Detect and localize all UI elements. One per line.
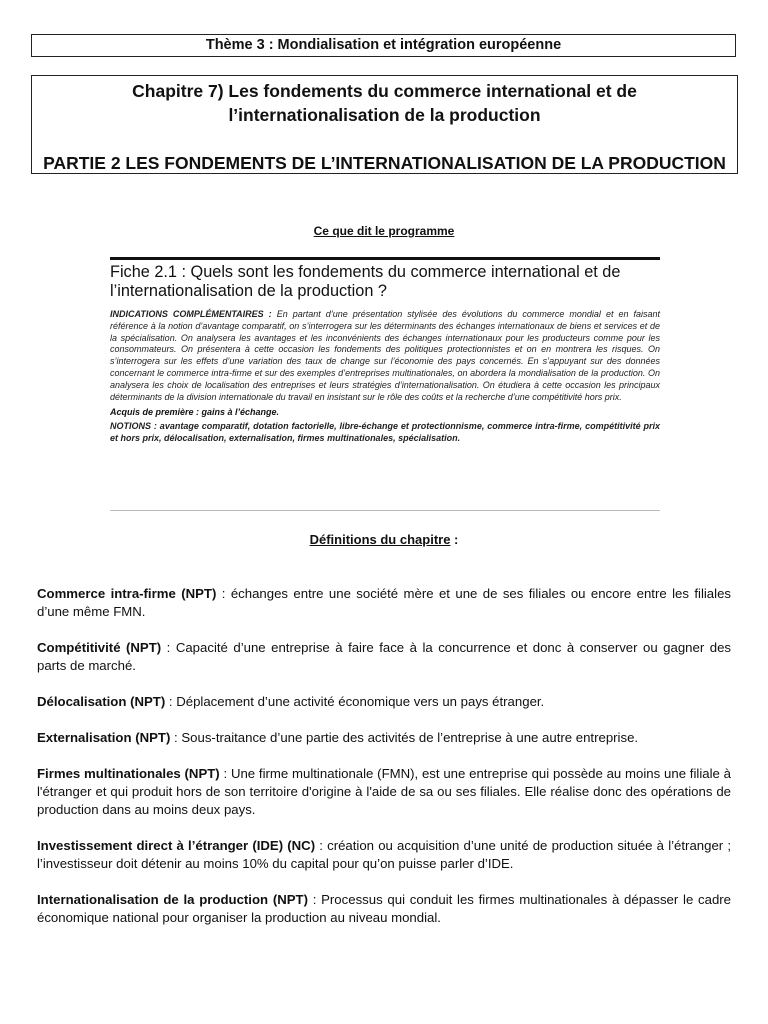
programme-excerpt [110, 257, 660, 511]
fiche-indications [110, 309, 660, 403]
definition-text: : Déplacement d’une activité économique vers un pays étranger. [165, 694, 545, 709]
definition-item [37, 891, 731, 927]
programme-title: Ce que dit le programme [313, 224, 455, 238]
chapter-title [32, 79, 737, 127]
theme-title: Thème 3 : Mondialisation et intégration européenne [205, 37, 562, 53]
definition-term: Externalisation (NPT) [37, 730, 171, 745]
definitions-title-text: Définitions du chapitre [309, 532, 451, 547]
indications-text: En partant d’une présentation stylisée des évolutions du commerce mondial et en faisant référence à la notion d’avantage comparatif, on s’interrogera sur les déterminants des échanges internationaux de biens et services et de la spécialisation. On analysera les avantages et les inconvénients des échanges internationaux pour les producteurs comme pour les consommateurs. On présentera à cette occasion les fondements des politiques protectionnistes et on en montrera les risques. On s’interrogera sur les effets d’une variation des taux de change sur l’économie des pays concernés. En s’appuyant sur des données concernant le commerce intra-firme et sur des exemples d’entreprises multinationales, on abordera la mondialisation de la production. On analysera les choix de localisation des entreprises et leurs stratégies d’internationalisation. On étudiera à cette occasion les principaux déterminants de la division internationale du travail en insistant sur le rôle des coûts et la recherche d’une compétitivité hors prix. [110, 309, 660, 402]
definition-term: Firmes multinationales (NPT) [37, 766, 220, 781]
definition-text: : échanges entre une société mère et une de ses filiales ou encore entre les filiales d’une même FMN. [37, 586, 731, 619]
fiche-acquis: Acquis de première : gains à l’échange. [110, 407, 280, 418]
definition-item [37, 639, 731, 675]
definition-text: : création ou acquisition d’une unité de production située à l’étranger ; l’investisseur doit détenir au moins 10% du capital pour qu’on puisse parler d’IDE. [37, 838, 732, 871]
definition-text: : Capacité d’une entreprise à faire face à la concurrence et donc à conserver ou gagner des parts de marché. [37, 640, 731, 673]
definition-term: Investissement direct à l’étranger (IDE) (NC) [37, 838, 316, 853]
theme-header [31, 34, 736, 57]
definition-item [37, 837, 731, 873]
definition-item [37, 693, 731, 711]
chapter-title-line1: Chapitre 7) Les fondements du commerce international et de [132, 81, 637, 101]
definition-item [37, 585, 731, 621]
definition-text: : Une firme multinationale (FMN), est une entreprise qui possède au moins une filiale à l'étranger et qui produit hors de son territoire d'origine à l'aide de sa ou ses filiales. Elle réalise donc des opérations de production dans au moins deux pays. [37, 766, 731, 817]
definition-term: Délocalisation (NPT) [37, 694, 166, 709]
indications-label: INDICATIONS COMPLÉMENTAIRES : [110, 309, 272, 319]
definitions-title-suffix: : [450, 532, 459, 547]
chapter-title-line2: l’internationalisation de la production [228, 105, 541, 125]
chapter-header [31, 75, 738, 174]
definition-text: : Sous-traitance d’une partie des activités de l’entreprise à une autre entreprise. [170, 730, 639, 745]
partie-title: PARTIE 2 LES FONDEMENTS DE L’INTERNATIONALISATION DE LA PRODUCTION [43, 153, 726, 173]
fiche-notions: NOTIONS : avantage comparatif, dotation factorielle, libre-échange et protectionnisme, commerce intra-firme, compétitivité prix et hors prix, délocalisation, externalisation, firmes multinationales, spécialisation. [110, 421, 660, 444]
definition-item [37, 765, 731, 819]
definitions-list [37, 585, 731, 945]
definitions-title [0, 532, 768, 547]
definition-term: Internationalisation de la production (NPT) [37, 892, 308, 907]
definition-term: Compétitivité (NPT) [37, 640, 162, 655]
fiche-title: Fiche 2.1 : Quels sont les fondements du commerce international et de l’internationalisation de la production ? [110, 263, 621, 300]
definition-item [37, 729, 731, 747]
definition-term: Commerce intra-firme (NPT) [37, 586, 217, 601]
definition-text: : Processus qui conduit les firmes multinationales à dépasser le cadre économique national pour organiser la production au niveau mondial. [37, 892, 732, 925]
